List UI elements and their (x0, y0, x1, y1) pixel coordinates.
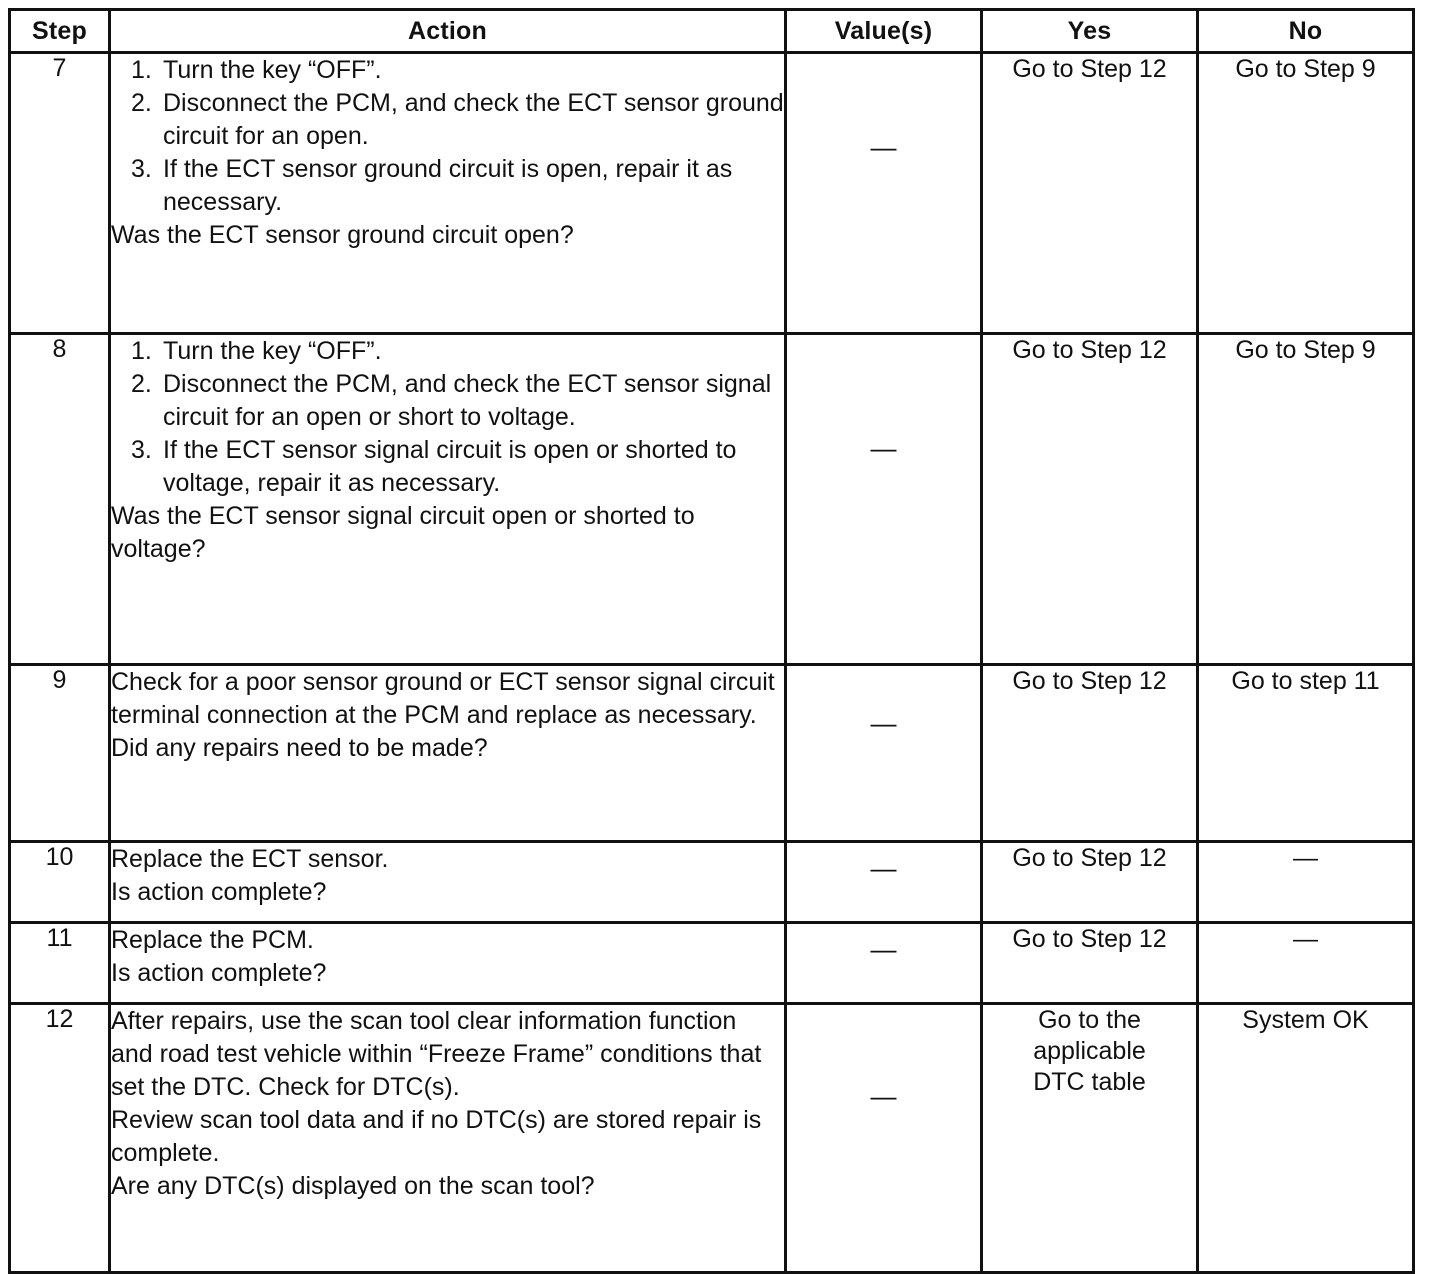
list-item (111, 153, 784, 219)
no-cell: — (1198, 923, 1414, 1004)
yes-cell: Go to the applicable DTC table (982, 1004, 1198, 1273)
list-item (111, 434, 784, 500)
action-question: Is action complete? (111, 959, 327, 987)
header-yes: Yes (982, 10, 1198, 53)
value-cell: — (786, 1004, 982, 1273)
table-row-step-7 (10, 53, 1414, 334)
no-cell: — (1198, 842, 1414, 923)
list-item (111, 335, 784, 368)
list-text: Turn the key “OFF”. (163, 56, 382, 84)
no-cell: Go to step 11 (1198, 665, 1414, 842)
value-cell: — (786, 923, 982, 1004)
value-cell: — (786, 842, 982, 923)
value-cell: — (786, 334, 982, 665)
action-text: Review scan tool data and if no DTC(s) are stored repair is complete. (111, 1106, 762, 1167)
action-text: Check for a poor sensor ground or ECT sensor signal circuit terminal connection at the PCM and replace as necessary. (111, 668, 775, 729)
yes-cell: Go to Step 12 (982, 53, 1198, 334)
list-number: 3. (131, 155, 152, 183)
step-number: 9 (10, 665, 110, 842)
step-number: 7 (10, 53, 110, 334)
list-item (111, 368, 784, 434)
step-number: 8 (10, 334, 110, 665)
action-question: Was the ECT sensor signal circuit open or shorted to voltage? (111, 502, 695, 563)
action-question: Did any repairs need to be made? (111, 734, 488, 762)
table-row-step-10 (10, 842, 1414, 923)
action-cell (110, 334, 786, 665)
list-item (111, 87, 784, 153)
step-number: 10 (10, 842, 110, 923)
action-cell (110, 53, 786, 334)
action-text: Replace the ECT sensor. (111, 845, 389, 873)
value-cell: — (786, 665, 982, 842)
action-cell (110, 842, 786, 923)
list-number: 2. (131, 89, 152, 117)
action-question: Was the ECT sensor ground circuit open? (111, 221, 574, 249)
step-number: 11 (10, 923, 110, 1004)
header-step: Step (10, 10, 110, 53)
action-list (111, 335, 784, 500)
action-cell (110, 1004, 786, 1273)
action-list (111, 54, 784, 219)
action-question: Is action complete? (111, 878, 327, 906)
yes-cell: Go to Step 12 (982, 665, 1198, 842)
table-row-step-11 (10, 923, 1414, 1004)
action-cell (110, 665, 786, 842)
header-no: No (1198, 10, 1414, 53)
yes-cell: Go to Step 12 (982, 842, 1198, 923)
step-number: 12 (10, 1004, 110, 1273)
no-cell: Go to Step 9 (1198, 334, 1414, 665)
table-row-step-12 (10, 1004, 1414, 1273)
action-text: Replace the PCM. (111, 926, 314, 954)
list-number: 1. (131, 337, 152, 365)
list-text: Turn the key “OFF”. (163, 337, 382, 365)
list-number: 1. (131, 56, 152, 84)
action-text: After repairs, use the scan tool clear information function and road test vehicle within “Freeze Frame” conditions that set the DTC. Check for DTC(s). (111, 1007, 762, 1101)
header-values: Value(s) (786, 10, 982, 53)
list-item (111, 54, 784, 87)
action-cell (110, 923, 786, 1004)
diagnostic-table (8, 8, 1415, 1274)
list-text: Disconnect the PCM, and check the ECT sensor ground circuit for an open. (163, 89, 784, 150)
list-text: If the ECT sensor ground circuit is open, repair it as necessary. (163, 155, 733, 216)
no-cell: System OK (1198, 1004, 1414, 1273)
table-row-step-9 (10, 665, 1414, 842)
action-question: Are any DTC(s) displayed on the scan tool? (111, 1172, 595, 1200)
yes-cell: Go to Step 12 (982, 334, 1198, 665)
no-cell: Go to Step 9 (1198, 53, 1414, 334)
yes-cell: Go to Step 12 (982, 923, 1198, 1004)
value-cell: — (786, 53, 982, 334)
list-text: If the ECT sensor signal circuit is open or shorted to voltage, repair it as necessary. (163, 436, 737, 497)
header-row (10, 10, 1414, 53)
header-action: Action (110, 10, 786, 53)
table-row-step-8 (10, 334, 1414, 665)
list-text: Disconnect the PCM, and check the ECT sensor signal circuit for an open or short to voltage. (163, 370, 772, 431)
list-number: 2. (131, 370, 152, 398)
list-number: 3. (131, 436, 152, 464)
